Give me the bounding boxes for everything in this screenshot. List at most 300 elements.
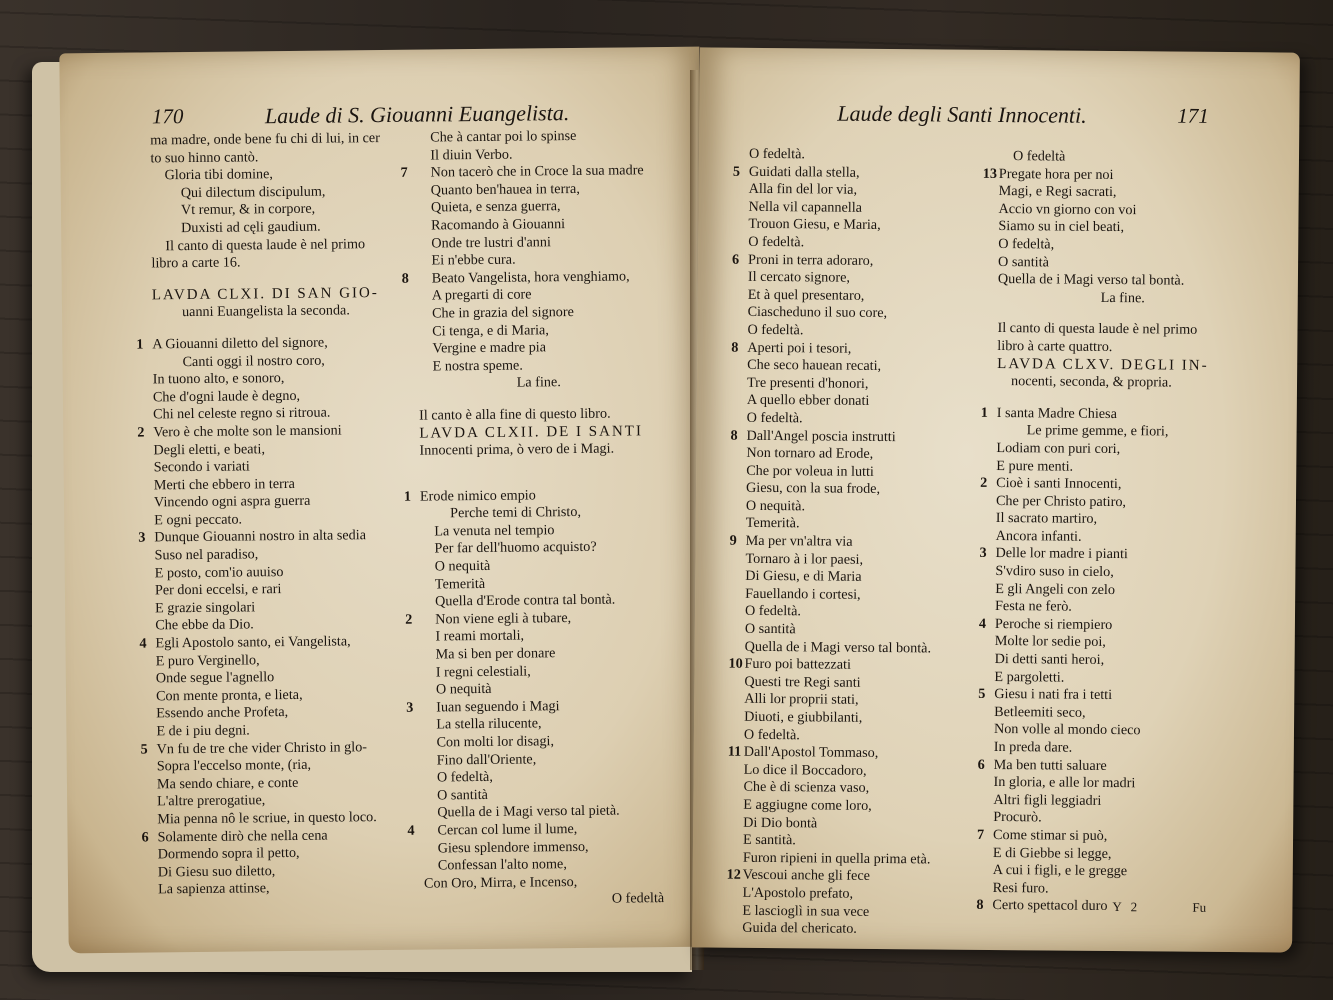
- verse-text: Tre presenti d'honori,: [746, 374, 869, 392]
- lauda-heading: LAVDA CLXII. DE I SANTI: [419, 422, 644, 442]
- verse-text: Festa ne ferò.: [995, 598, 1072, 615]
- verse-text: Beato Vangelista, hora venghiamo,: [431, 268, 630, 287]
- verse-text: Vincendo ogni aspra guerra: [153, 493, 311, 511]
- verse-text: O nequità: [435, 681, 492, 698]
- verse-text: Che in grazia del signore: [431, 303, 574, 322]
- verse-line: [419, 405, 659, 425]
- verse-text: Merti che ebbero in terra: [153, 475, 295, 494]
- verse-line: [995, 651, 1245, 671]
- verse-text: O fedeltà.: [748, 233, 805, 251]
- stanza-number: 6: [141, 829, 149, 846]
- verse-line: [728, 655, 994, 676]
- verse-line: [996, 493, 1246, 513]
- verse-text: E ogni peccato.: [154, 511, 243, 529]
- verse-text: Racomando à Giouanni: [431, 216, 566, 234]
- verse-text: Gloria tibi domine,: [164, 166, 274, 184]
- verse-line: [979, 545, 1245, 565]
- verse-text: Quella d'Erode contra tal bontà.: [434, 591, 616, 610]
- stanza-number: 9: [729, 532, 737, 549]
- verse-text: Il diuin Verbo.: [430, 146, 513, 164]
- verse-line: [982, 165, 1249, 186]
- verse-text: Quella de i Magi verso tal bontà.: [744, 638, 932, 657]
- verse-line: [993, 880, 1243, 900]
- verse-line: [746, 515, 996, 535]
- verse-line: [742, 885, 992, 905]
- stanza-number: 4: [139, 635, 147, 652]
- verse-text: Per far dell'huomo acquisto?: [434, 539, 597, 557]
- verse-text: O fedeltà,: [436, 769, 493, 786]
- verse-text: Solamente dirò che nella cena: [157, 827, 328, 845]
- verse-line: [980, 404, 1247, 425]
- verse-line: [731, 339, 997, 359]
- stanza-number: 8: [730, 427, 738, 444]
- stanza-number: 8: [731, 339, 739, 356]
- verse-line: [742, 902, 992, 922]
- verse-text: Le prime gemme, e fiori,: [1026, 422, 1169, 440]
- verse-line: [743, 814, 993, 834]
- verse-text: Vt remur, & in corpore,: [180, 201, 316, 219]
- verse-text: E lascioglì in sua vece: [742, 902, 870, 920]
- verse-text: Molte lor sedie poi,: [994, 633, 1106, 651]
- verse-text: Ei n'ebbe cura.: [431, 251, 516, 269]
- verse-text: O fedeltà.: [744, 603, 802, 620]
- catchword: Fu: [1192, 899, 1207, 915]
- verse-text: Questi tre Regi santi: [744, 673, 861, 691]
- verse-text: Vn fu de tre che vider Christo in glo-: [156, 738, 368, 757]
- verse-text: Quieta, e senza guerra,: [430, 198, 561, 216]
- verse-line: [998, 271, 1248, 291]
- verse-text: Ma per vn'altra via: [745, 532, 853, 550]
- verse-line: [419, 373, 659, 393]
- verse-text: Che seco hauean recati,: [747, 356, 882, 375]
- verse-line: [732, 251, 998, 271]
- verse-text: Per doni eccelsi, e rari: [154, 581, 282, 599]
- verse-text: O fedeltà.: [743, 726, 800, 743]
- verse-line: [993, 809, 1243, 829]
- verse-text: Dall'Angel poscia instrutti: [746, 427, 896, 445]
- verse-line: [998, 218, 1248, 238]
- stanza-number: 8: [976, 897, 984, 914]
- verse-line: [746, 463, 996, 483]
- verse-text: O fedeltà: [1012, 148, 1066, 165]
- verse-text: Trouon Giesu, e Maria,: [748, 216, 881, 234]
- verse-line: [748, 269, 998, 289]
- verse-line: [745, 638, 995, 658]
- verse-line: [997, 373, 1247, 393]
- verse-text: Che ebbe da Dio.: [155, 616, 254, 634]
- verse-text: Di Giesu suo diletto,: [157, 862, 276, 881]
- verse-line: [732, 163, 999, 183]
- verse-line: [419, 440, 659, 460]
- verse-text: L'altre prerogatiue,: [157, 792, 266, 810]
- verse-text: Che d'ogni laude è degno,: [152, 387, 301, 406]
- verse-text: Cioè i santi Innocenti,: [996, 475, 1122, 493]
- verse-text: Ci tenga, e di Maria,: [432, 321, 549, 340]
- verse-text: Dormendo sopra il petto,: [157, 845, 300, 863]
- verse-text: Erode nimico empio: [419, 487, 536, 505]
- verse-text: Pregate hora per noi: [998, 165, 1114, 183]
- verse-text: La sapienza attinse,: [157, 880, 270, 898]
- verse-text: E di Giebbe si legge,: [992, 844, 1112, 862]
- verse-text: Lo dice il Boccadoro,: [743, 761, 867, 779]
- verse-line: [746, 480, 996, 500]
- verse-text: to suo hinno cantò.: [150, 148, 259, 167]
- verse-line: [745, 621, 995, 641]
- verse-line: [743, 797, 993, 817]
- verse-line: [152, 302, 412, 322]
- verse-text: Vescoui anche gli fece: [742, 867, 871, 885]
- verse-text: Temerità.: [745, 515, 800, 532]
- verse-text: Di detti santi heroi,: [994, 651, 1105, 668]
- verse-text: E de i piu degni.: [156, 722, 250, 740]
- verse-text: uanni Euangelista la seconda.: [181, 302, 350, 321]
- verse-text: La venuta nel tempio: [434, 522, 555, 540]
- stanza-number: 4: [978, 615, 987, 632]
- verse-text: Non tacerò che in Croce la sua madre: [430, 162, 644, 181]
- verse-line: [747, 392, 997, 412]
- verse-text: I santa Madre Chiesa: [996, 404, 1117, 422]
- stanza-number: 5: [978, 686, 986, 703]
- signature-mark: Y 2: [1112, 899, 1141, 915]
- verse-text: Betleemiti seco,: [994, 703, 1086, 721]
- stanza-number: 12: [726, 867, 741, 884]
- verse-text: Furo poi battezzati: [744, 656, 851, 673]
- verse-text: O fedeltà,: [998, 235, 1055, 253]
- verse-line: [747, 357, 997, 377]
- verse-text: E santità.: [742, 831, 796, 849]
- verse-text: Temerità: [434, 575, 486, 593]
- verse-text: Ciascheduno il suo core,: [747, 304, 888, 322]
- verse-line: [980, 474, 1246, 495]
- verse-text: Accio vn giorno con voi: [998, 200, 1137, 218]
- verse-text: O santità: [437, 786, 489, 804]
- verse-line: [729, 532, 996, 553]
- verse-line: [998, 236, 1248, 256]
- stanza-number: 1: [980, 404, 988, 421]
- verse-text: Duxisti ad cęli gaudium.: [181, 218, 321, 237]
- verse-text: Vergine e madre pia: [432, 339, 547, 357]
- verse-text: Quella de i Magi verso tal pietà.: [437, 802, 620, 821]
- verse-line: [744, 726, 994, 746]
- verse-text: O fedeltà.: [748, 145, 806, 163]
- verse-line: [993, 862, 1243, 882]
- right-column-2: [976, 148, 1249, 917]
- verse-line: [746, 445, 996, 465]
- stanza-number: 13: [982, 165, 998, 182]
- verse-text: Non viene egli à tubare,: [435, 609, 572, 628]
- verse-line: [730, 427, 996, 447]
- verse-line: [997, 422, 1247, 442]
- verse-text: E gli Angeli con zelo: [995, 580, 1116, 598]
- verse-line: [746, 498, 996, 518]
- verse-line: [748, 234, 998, 254]
- verse-text: In preda dare.: [993, 738, 1073, 756]
- verse-line: [742, 920, 992, 940]
- verse-text: Nella vil capannella: [748, 198, 863, 216]
- stanza-number: 1: [403, 488, 412, 505]
- verse-text: Innocenti prima, ò vero de i Magi.: [419, 440, 615, 459]
- verse-text: Guida del chericato.: [742, 919, 857, 937]
- verse-line: [995, 598, 1245, 618]
- verse-line: [424, 890, 664, 910]
- verse-text: Di Dio bontà: [743, 814, 818, 832]
- verse-text: A cui i figli, e le gregge: [992, 862, 1128, 880]
- verse-text: E pure menti.: [996, 457, 1074, 475]
- verse-text: Essendo anche Profeta,: [156, 704, 289, 722]
- verse-text: Onde segue l'agnello: [155, 669, 275, 687]
- verse-line: [999, 148, 1249, 168]
- verse-line: [998, 254, 1248, 274]
- verse-line: [994, 704, 1244, 724]
- verse-text: Altri figli leggiadri: [993, 791, 1102, 809]
- verse-text: Con Oro, Mirra, e Incenso,: [423, 873, 578, 892]
- verse-line: [748, 199, 998, 219]
- verse-text: Secondo i variati: [153, 458, 250, 476]
- verse-text: Mia penna nô le scriue, in questo loco.: [157, 809, 377, 828]
- verse-text: Giesu i nati fra i tetti: [994, 686, 1113, 704]
- verse-line: [748, 304, 998, 324]
- verse-line: [745, 603, 995, 623]
- left-page: [59, 47, 708, 954]
- verse-text: Alla fin del lor via,: [748, 181, 858, 198]
- open-book: [14, 40, 1314, 980]
- verse-line: [158, 879, 418, 899]
- verse-text: Canti oggi il nostro coro,: [182, 352, 325, 370]
- verse-line: [726, 867, 993, 887]
- verse-line: [744, 709, 994, 729]
- verse-line: [997, 338, 1247, 358]
- verse-text: I regni celestiali,: [435, 663, 531, 681]
- stanza-number: 7: [400, 164, 408, 181]
- verse-text: Resi furo.: [992, 879, 1049, 897]
- verse-text: La fine.: [1100, 289, 1145, 307]
- verse-text: Sopra l'eccelso monte, (ria,: [156, 756, 312, 775]
- verse-text: Ma sendo chiare, e conte: [156, 774, 299, 793]
- stanza-number: 3: [138, 529, 146, 547]
- verse-text: Certo spettacol duro: [992, 897, 1108, 915]
- verse-line: [151, 253, 411, 273]
- verse-text: La stella rilucente,: [436, 715, 542, 733]
- verse-text: Diuoti, e giubbilanti,: [744, 708, 863, 726]
- verse-text: E grazie singolari: [155, 599, 256, 617]
- verse-text: Il canto di questa laude è nel primo: [997, 320, 1198, 339]
- verse-line: [994, 739, 1244, 759]
- verse-text: Con mente pronta, e lieta,: [155, 686, 303, 705]
- verse-line: [995, 563, 1245, 583]
- verse-line: [993, 774, 1243, 794]
- verse-line: [727, 743, 994, 764]
- verse-text: Suso nel paradiso,: [154, 546, 259, 564]
- verse-text: Onde tre lustri d'anni: [431, 233, 551, 252]
- verse-line: [995, 581, 1245, 601]
- verse-text: In gloria, e alle lor madri: [993, 774, 1136, 792]
- stanza-number: 3: [406, 699, 414, 716]
- verse-text: Il sacrato martiro,: [995, 510, 1098, 528]
- verse-line: [978, 615, 1245, 636]
- verse-text: Siamo su in ciel beati,: [998, 218, 1125, 236]
- verse-line: [993, 792, 1243, 812]
- verse-text: Di Giesu, e di Maria: [745, 568, 862, 586]
- verse-text: Giesu splendore immenso,: [437, 838, 589, 857]
- verse-text: E aggiugne come loro,: [743, 796, 872, 814]
- verse-text: Che por voleua in lutti: [746, 462, 874, 480]
- verse-text: Non volle al mondo cieco: [993, 721, 1141, 739]
- verse-line: [743, 850, 993, 870]
- verse-line: [745, 550, 995, 570]
- verse-text: Guidati dalla stella,: [748, 163, 860, 181]
- verse-text: Non tornaro ad Erode,: [746, 444, 874, 463]
- verse-text: In tuono alto, e sonoro,: [152, 370, 285, 388]
- stanza-number: 2: [980, 474, 988, 492]
- verse-line: [743, 779, 993, 799]
- verse-text: Dunque Giouanni nostro in alta sedia: [154, 527, 367, 546]
- right-page-number: 171: [1177, 103, 1209, 128]
- stanza-number: 11: [727, 743, 742, 760]
- verse-text: Confessan l'alto nome,: [437, 856, 567, 874]
- verse-text: S'vdiro suso in cielo,: [995, 563, 1114, 581]
- verse-line: [749, 181, 999, 201]
- verse-text: Delle lor madre i pianti: [995, 545, 1128, 563]
- verse-line: [744, 762, 994, 782]
- verse-line: [749, 146, 999, 166]
- verse-line: [995, 633, 1245, 653]
- verse-text: libro a carte 16.: [151, 254, 241, 272]
- verse-line: [998, 201, 1248, 221]
- verse-text: Aperti poi i tesori,: [747, 339, 852, 357]
- left-column-1: [136, 130, 418, 900]
- verse-text: Perche temi di Christo,: [450, 504, 582, 522]
- left-page-number: 170: [151, 104, 184, 129]
- verse-text: A pregarti di core: [431, 286, 532, 304]
- lauda-heading: LAVDA CLXI. DI SAN GIO-: [151, 284, 379, 304]
- verse-text: Dall'Apostol Tommaso,: [743, 743, 879, 762]
- verse-line: [998, 289, 1248, 309]
- verse-line: [994, 669, 1244, 689]
- verse-line: [996, 510, 1246, 530]
- verse-text: I reami mortali,: [435, 627, 525, 645]
- verse-line: [747, 322, 997, 342]
- stanza-number: 3: [979, 545, 987, 562]
- verse-text: O nequità.: [745, 497, 806, 515]
- verse-text: Vero è che molte son le mansioni: [153, 422, 342, 441]
- verse-text: Procurò.: [993, 809, 1042, 826]
- verse-line: [744, 691, 994, 711]
- verse-text: Con molti lor disagi,: [436, 733, 555, 751]
- verse-text: Ma ben tutti saluare: [993, 756, 1107, 774]
- verse-text: E nostra speme.: [432, 357, 523, 375]
- verse-line: [743, 832, 993, 852]
- verse-text: O fedeltà.: [747, 321, 804, 339]
- verse-text: Quanto ben'hauea in terra,: [430, 180, 580, 199]
- verse-text: Ancora infanti.: [995, 527, 1082, 545]
- verse-text: Cercan col lume il lume,: [437, 820, 578, 839]
- verse-text: La fine.: [516, 374, 561, 391]
- verse-text: A quello ebber donati: [746, 392, 870, 410]
- stanza-number: 5: [140, 741, 148, 758]
- verse-line: [996, 440, 1246, 460]
- verse-line: [747, 375, 997, 395]
- verse-line: [748, 287, 998, 307]
- verse-text: E puro Verginello,: [155, 651, 260, 670]
- verse-line: [977, 756, 1244, 777]
- verse-text: Che à cantar poi lo spinse: [430, 127, 577, 146]
- verse-text: Giesu, con la sua frode,: [746, 480, 881, 498]
- verse-text: O santità: [744, 620, 796, 638]
- left-column-2: [400, 127, 665, 910]
- verse-text: Peroche si riempiero: [994, 615, 1113, 633]
- verse-text: nocenti, seconda, & propria.: [1010, 373, 1172, 391]
- verse-text: L'Apostolo prefato,: [742, 884, 854, 902]
- verse-text: Ma si ben per donare: [435, 645, 556, 663]
- stanza-number: 7: [977, 826, 985, 843]
- verse-text: O santità: [998, 253, 1049, 271]
- stanza-number: 2: [405, 611, 413, 628]
- verse-text: O nequità: [434, 557, 491, 575]
- stanza-number: 1: [136, 336, 144, 353]
- verse-text: Chi nel celeste regno si ritroua.: [153, 404, 331, 423]
- verse-line: [748, 216, 998, 236]
- verse-line: [747, 410, 997, 430]
- verse-text: E posto, com'io auuiso: [154, 563, 284, 582]
- verse-line: [993, 845, 1243, 865]
- verse-text: Il cercato signore,: [747, 268, 851, 286]
- stanza-number: 5: [732, 163, 741, 180]
- stanza-number: 6: [977, 756, 985, 773]
- verse-line: [978, 686, 1244, 706]
- verse-text: Degli eletti, e beati,: [153, 440, 266, 458]
- verse-text: Che per Christo patiro,: [995, 492, 1127, 510]
- verse-line: [997, 320, 1247, 340]
- verse-text: Lodiam con puri cori,: [996, 439, 1121, 457]
- verse-text: Tornaro à i lor paesi,: [745, 550, 864, 568]
- verse-text: Fauellando i cortesi,: [745, 585, 861, 603]
- right-column-1: [726, 145, 999, 940]
- verse-text: Magi, e Regi sacrati,: [998, 183, 1117, 201]
- verse-line: [744, 674, 994, 694]
- verse-line: [745, 568, 995, 588]
- verse-text: Il canto è alla fine di questo libro.: [419, 405, 611, 424]
- verse-text: Alli lor proprii stati,: [744, 691, 859, 709]
- verse-line: [977, 826, 1243, 847]
- verse-text: O fedeltà.: [746, 409, 803, 427]
- verse-line: [745, 586, 995, 606]
- stanza-number: 6: [732, 251, 740, 268]
- verse-text: Il canto di questa laude è nel primo: [165, 235, 366, 254]
- verse-text: ma madre, onde bene fu chi di lui, in cer: [150, 130, 380, 149]
- verse-text: O fedeltà: [611, 890, 665, 907]
- verse-line: [996, 458, 1246, 478]
- verse-line: [999, 183, 1249, 203]
- stanza-number: 4: [407, 822, 415, 839]
- stanza-number: 8: [401, 270, 409, 287]
- verse-text: Egli Apostolo santo, ei Vangelista,: [155, 633, 351, 652]
- verse-line: [994, 721, 1244, 741]
- verse-text: E pargoletti.: [994, 668, 1065, 686]
- verse-text: Proni in terra adoraro,: [748, 251, 874, 269]
- lauda-heading: LAVDA CLXV. DEGLI IN-: [997, 355, 1209, 374]
- verse-text: Et à quel presentaro,: [747, 286, 865, 304]
- right-running-title: Laude degli Santi Innocenti.: [837, 100, 1087, 128]
- verse-text: Fino dall'Oriente,: [436, 751, 537, 769]
- verse-text: A Giouanni diletto del signore,: [152, 334, 328, 353]
- left-running-title: Laude di S. Giouanni Euangelista.: [264, 100, 570, 129]
- verse-text: Quella de i Magi verso tal bontà.: [997, 271, 1185, 289]
- verse-text: Che è di scienza vaso,: [743, 779, 870, 797]
- verse-text: Qui dilectum discipulum,: [180, 183, 326, 201]
- stanza-number: 2: [137, 424, 145, 441]
- verse-line: [996, 528, 1246, 548]
- verse-text: Iuan seguendo i Magi: [436, 697, 560, 716]
